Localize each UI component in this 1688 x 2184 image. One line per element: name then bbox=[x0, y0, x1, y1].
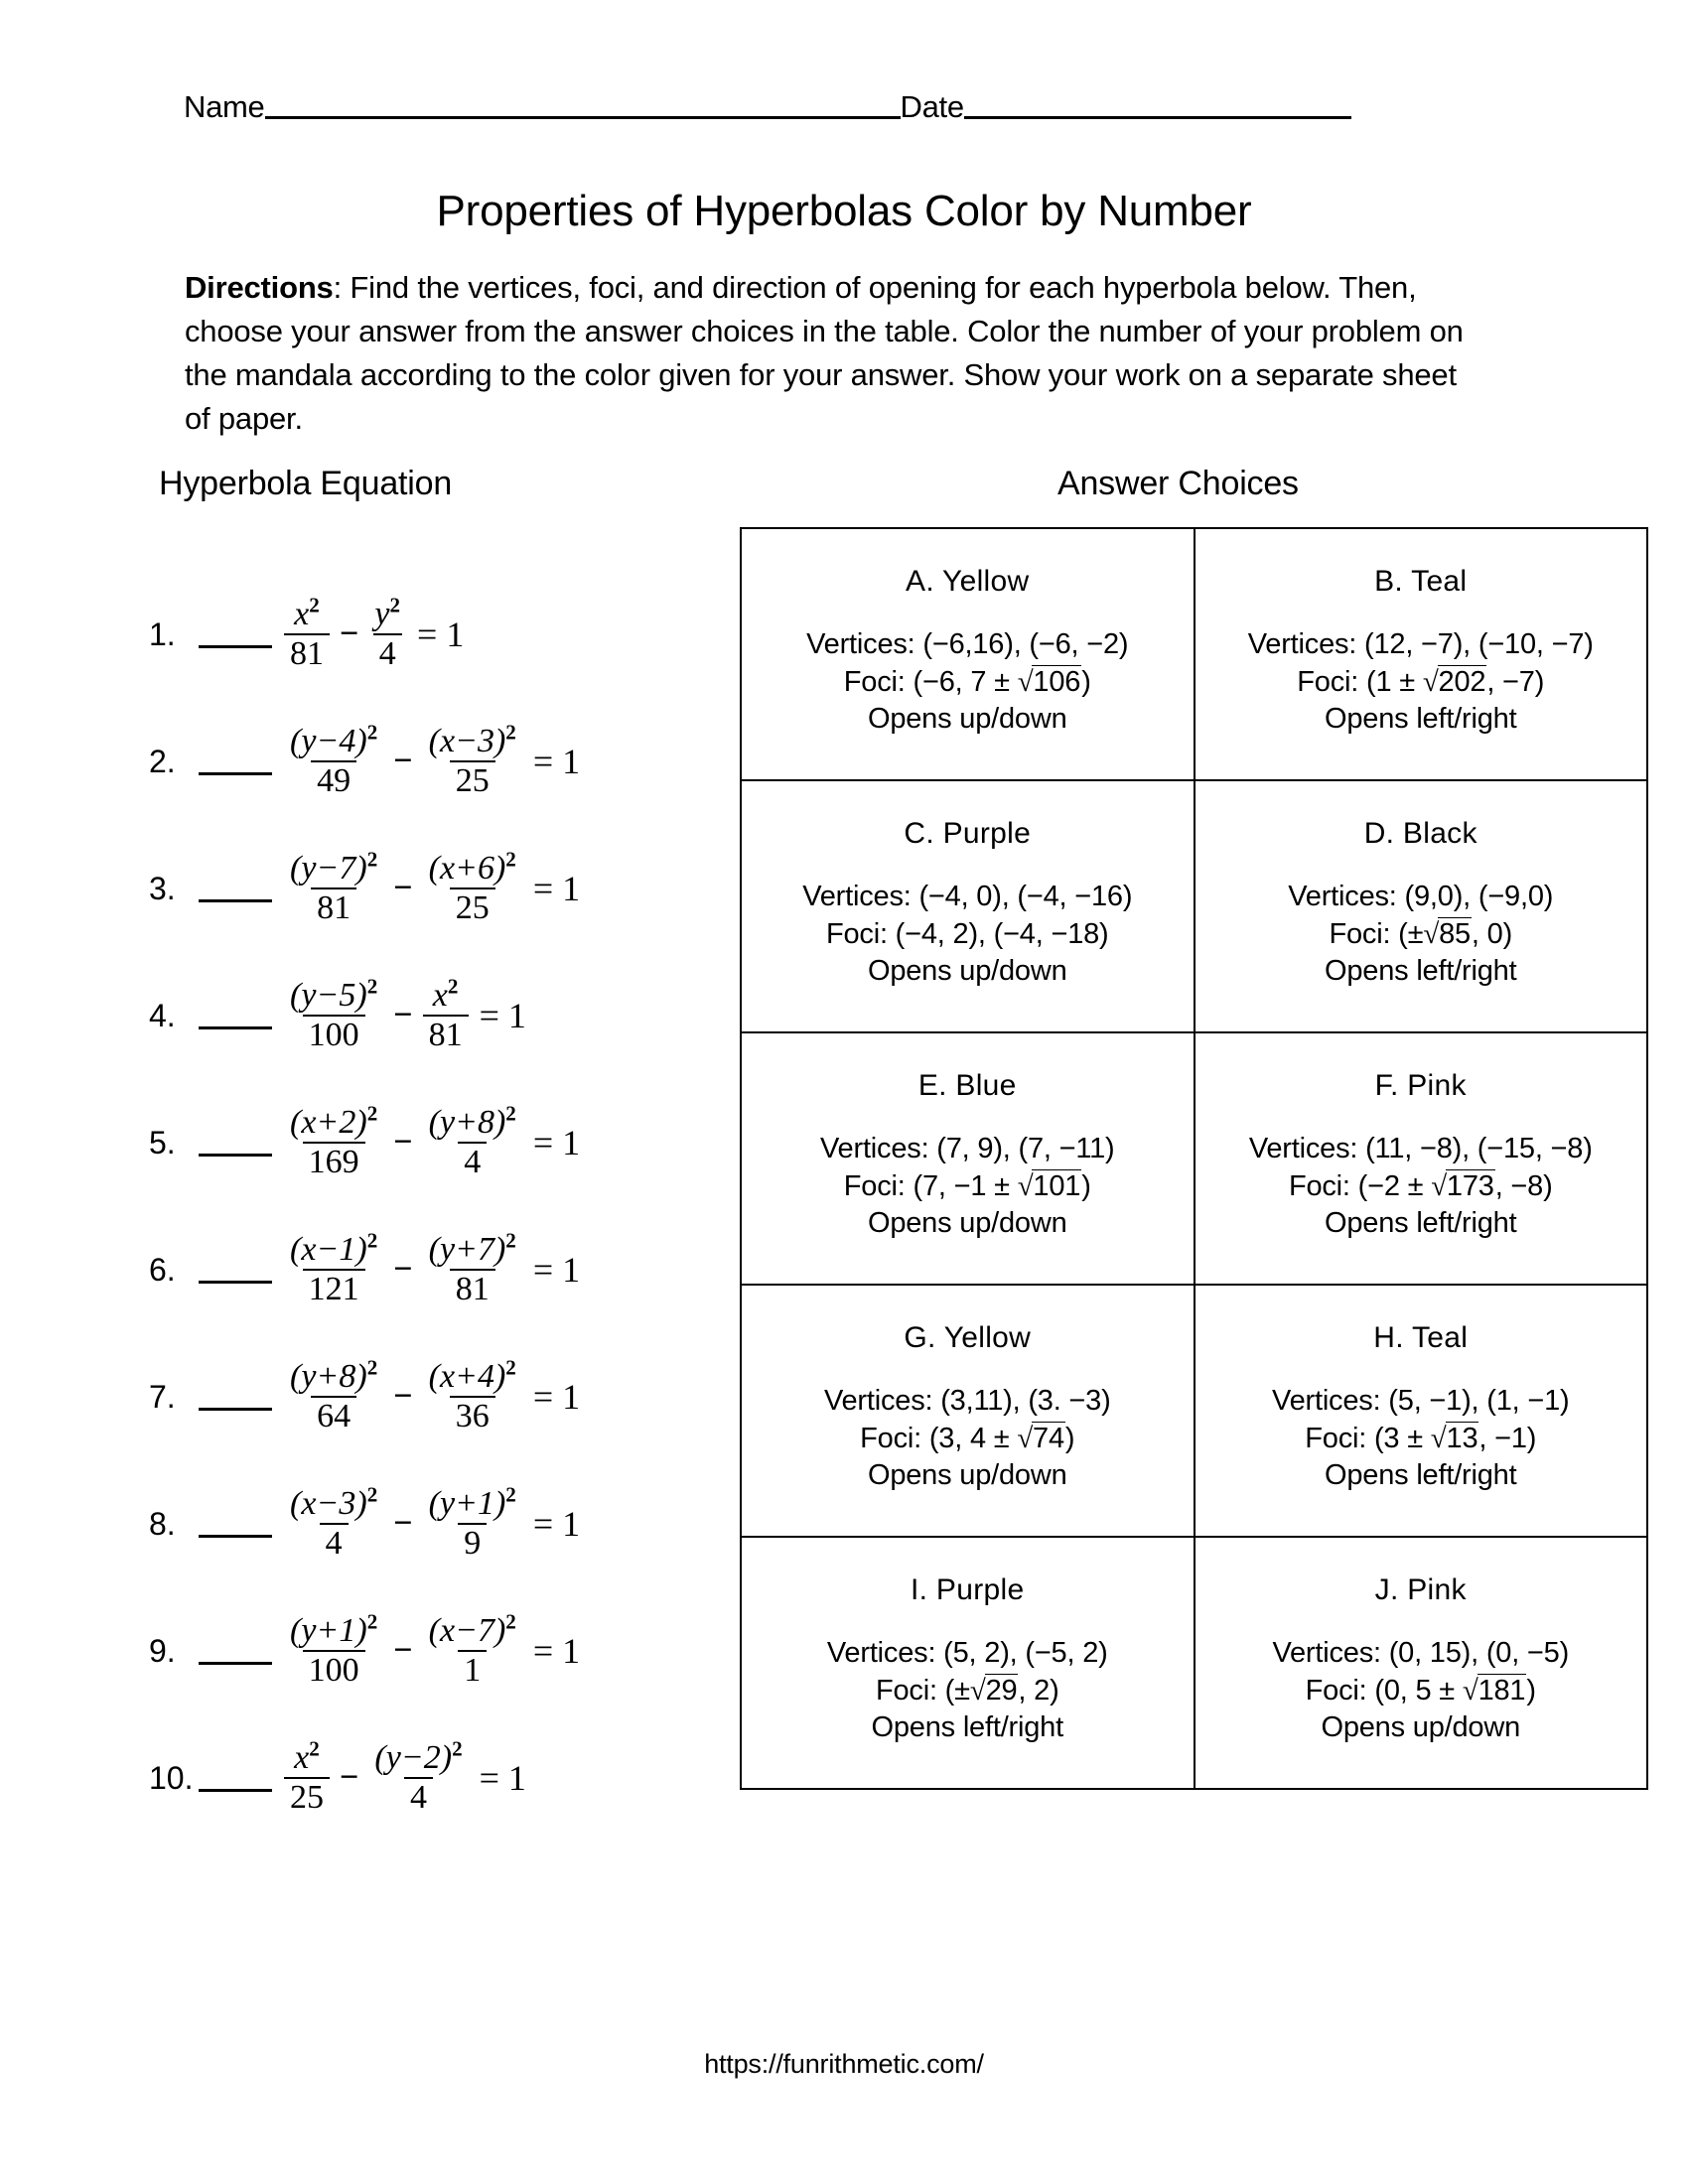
minus-operator: − bbox=[393, 1632, 413, 1669]
fraction-numerator: $(y+1)^2$ bbox=[428, 1482, 516, 1522]
equation-number: 10. bbox=[149, 1760, 194, 1796]
fraction-denominator: 9 bbox=[458, 1523, 487, 1561]
fraction-first-term bbox=[284, 1609, 383, 1689]
equation-number: 8. bbox=[149, 1506, 176, 1542]
fraction-numerator: $(y+8)^2$ bbox=[290, 1355, 378, 1395]
fraction-first-term bbox=[284, 1736, 330, 1816]
fraction-denominator: 100 bbox=[303, 1015, 365, 1052]
answer-choices-row bbox=[741, 780, 1647, 1032]
fraction-second-term bbox=[423, 1355, 522, 1434]
equals-one: = 1 bbox=[479, 996, 526, 1035]
equation-row bbox=[149, 1206, 725, 1333]
fraction-numerator: $x^2$ bbox=[294, 593, 320, 632]
directions-paragraph bbox=[185, 266, 1466, 441]
minus-operator: − bbox=[393, 1251, 413, 1288]
fraction-numerator: $(x+6)^2$ bbox=[428, 847, 516, 887]
hyperbola-equation-heading: Hyperbola Equation bbox=[159, 465, 453, 502]
answer-choices-row bbox=[741, 528, 1647, 780]
fraction-second-term bbox=[423, 1101, 522, 1180]
equation-row bbox=[149, 1460, 725, 1587]
answer-choice-cell[interactable] bbox=[741, 528, 1195, 780]
equation-row bbox=[149, 1714, 725, 1842]
fraction-denominator: 4 bbox=[404, 1777, 433, 1815]
fraction-second-term bbox=[423, 974, 469, 1053]
square-root: √202 bbox=[1422, 665, 1486, 698]
equation-row bbox=[149, 825, 725, 952]
answer-blank-line[interactable] bbox=[199, 1407, 272, 1411]
equation-row bbox=[149, 1333, 725, 1460]
fraction-second-term bbox=[368, 593, 406, 672]
answer-choice-foci: Foci: (3, 4 ± √74) bbox=[742, 1421, 1194, 1458]
fraction-denominator: 4 bbox=[320, 1523, 349, 1561]
fraction-denominator: 100 bbox=[303, 1650, 365, 1688]
answer-choice-foci: Foci: (±√29, 2) bbox=[742, 1673, 1194, 1710]
answer-choices-row bbox=[741, 1032, 1647, 1285]
fraction-second-term bbox=[423, 1228, 522, 1307]
equation-expression bbox=[282, 1482, 581, 1562]
equation-row bbox=[149, 1587, 725, 1714]
minus-operator: − bbox=[393, 743, 413, 779]
answer-blank-line[interactable] bbox=[199, 1661, 272, 1665]
square-root: √181 bbox=[1462, 1674, 1526, 1706]
fraction-numerator: $(y+8)^2$ bbox=[428, 1101, 516, 1141]
answer-blank-line[interactable] bbox=[199, 1153, 272, 1157]
fraction-denominator: 36 bbox=[450, 1396, 495, 1433]
minus-operator: − bbox=[393, 1505, 413, 1542]
answer-blank-line[interactable] bbox=[199, 1280, 272, 1284]
answer-choice-foci: Foci: (±√85, 0) bbox=[1196, 916, 1647, 954]
footer-url: https://funrithmetic.com/ bbox=[704, 2049, 984, 2079]
fraction-numerator: $(y-7)^2$ bbox=[290, 847, 378, 887]
fraction-denominator: 81 bbox=[284, 633, 330, 671]
fraction-numerator: $(y-2)^2$ bbox=[374, 1736, 463, 1776]
answer-choice-foci: Foci: (−6, 7 ± √106) bbox=[742, 664, 1194, 702]
equation-number: 6. bbox=[149, 1252, 176, 1288]
equation-expression bbox=[282, 1609, 581, 1689]
answer-choices-row bbox=[741, 1537, 1647, 1789]
page-title: Properties of Hyperbolas Color by Number bbox=[436, 187, 1252, 235]
equals-one: = 1 bbox=[479, 1758, 526, 1798]
name-date-row bbox=[184, 91, 1445, 122]
answer-choice-cell[interactable] bbox=[1195, 1032, 1648, 1285]
hyperbola-equation-list bbox=[149, 571, 725, 1842]
square-root: √74 bbox=[1017, 1422, 1064, 1454]
equation-number: 9. bbox=[149, 1633, 176, 1669]
answer-choice-opens: Opens up/down bbox=[867, 955, 1067, 988]
answer-choice-vertices: Vertices: (0, 15), (0, −5) bbox=[1272, 1637, 1570, 1669]
fraction-numerator: $(x-7)^2$ bbox=[428, 1609, 516, 1649]
equation-row bbox=[149, 952, 725, 1079]
fraction-first-term bbox=[284, 593, 330, 672]
answer-choice-label: E. Blue bbox=[917, 1069, 1017, 1102]
directions-label: Directions bbox=[185, 270, 334, 305]
answer-choice-label: A. Yellow bbox=[906, 565, 1030, 598]
answer-choice-cell[interactable] bbox=[1195, 1285, 1648, 1537]
equals-one: = 1 bbox=[417, 614, 465, 654]
fraction-numerator: $(x-3)^2$ bbox=[428, 720, 516, 759]
fraction-numerator: $x^2$ bbox=[432, 974, 459, 1014]
equation-expression bbox=[282, 1355, 581, 1434]
answer-choice-foci: Foci: (1 ± √202, −7) bbox=[1196, 664, 1647, 702]
equation-expression bbox=[282, 974, 526, 1053]
square-root: √173 bbox=[1431, 1169, 1494, 1202]
minus-operator: − bbox=[393, 997, 413, 1033]
equals-one: = 1 bbox=[532, 742, 581, 781]
fraction-first-term bbox=[284, 720, 383, 799]
answer-choice-foci: Foci: (3 ± √13, −1) bbox=[1196, 1421, 1647, 1458]
answer-choice-vertices: Vertices: (−4, 0), (−4, −16) bbox=[802, 881, 1133, 912]
equation-number: 1. bbox=[149, 616, 176, 652]
fraction-numerator: $(y+1)^2$ bbox=[290, 1609, 378, 1649]
answer-choice-opens: Opens up/down bbox=[1321, 1711, 1521, 1744]
equation-row bbox=[149, 1079, 725, 1206]
fraction-numerator: $(y-4)^2$ bbox=[290, 720, 378, 759]
fraction-first-term bbox=[284, 1101, 383, 1180]
minus-operator: − bbox=[393, 1378, 413, 1415]
fraction-second-term bbox=[423, 1482, 522, 1562]
answer-choice-foci: Foci: (7, −1 ± √101) bbox=[742, 1168, 1194, 1206]
answer-choice-vertices: Vertices: (3,11), (3. −3) bbox=[823, 1385, 1111, 1417]
answer-blank-line[interactable] bbox=[199, 771, 272, 775]
answer-blank-line[interactable] bbox=[199, 1534, 272, 1538]
fraction-second-term bbox=[423, 847, 522, 926]
date-label: Date bbox=[900, 89, 964, 124]
equals-one: = 1 bbox=[532, 1123, 581, 1162]
answer-choice-opens: Opens up/down bbox=[867, 703, 1067, 736]
answer-blank-line[interactable] bbox=[199, 1788, 272, 1792]
fraction-numerator: $(x-3)^2$ bbox=[290, 1482, 378, 1522]
answer-choice-label: B. Teal bbox=[1374, 565, 1468, 598]
square-root: √29 bbox=[969, 1674, 1018, 1706]
fraction-second-term bbox=[423, 1609, 522, 1689]
answer-choice-opens: Opens left/right bbox=[1325, 955, 1517, 988]
name-label: Name bbox=[184, 89, 265, 124]
fraction-numerator: $(y+7)^2$ bbox=[428, 1228, 516, 1268]
answer-choice-vertices: Vertices: (7, 9), (7, −11) bbox=[820, 1133, 1115, 1164]
answer-choice-cell[interactable] bbox=[1195, 1537, 1648, 1789]
equals-one: = 1 bbox=[532, 869, 581, 908]
fraction-numerator: $y^2$ bbox=[374, 593, 401, 632]
answer-choice-vertices: Vertices: (−6,16), (−6, −2) bbox=[806, 628, 1129, 660]
answer-choice-label: H. Teal bbox=[1373, 1321, 1469, 1354]
fraction-denominator: 25 bbox=[284, 1777, 330, 1815]
minus-operator: − bbox=[393, 870, 413, 906]
answer-choice-cell[interactable] bbox=[741, 1032, 1195, 1285]
answer-choice-cell[interactable] bbox=[741, 780, 1195, 1032]
answer-choice-opens: Opens left/right bbox=[871, 1711, 1063, 1744]
equation-expression bbox=[282, 593, 465, 672]
equals-one: = 1 bbox=[532, 1631, 581, 1671]
equation-expression bbox=[282, 1228, 581, 1307]
fraction-denominator: 169 bbox=[303, 1142, 365, 1179]
minus-operator: − bbox=[340, 615, 359, 652]
equation-number: 5. bbox=[149, 1125, 176, 1160]
equation-number: 7. bbox=[149, 1379, 176, 1415]
equation-expression bbox=[282, 1101, 581, 1180]
answer-choices-heading: Answer Choices bbox=[1057, 465, 1299, 502]
fraction-second-term bbox=[368, 1736, 468, 1816]
equals-one: = 1 bbox=[532, 1377, 581, 1417]
answer-choice-cell[interactable] bbox=[741, 1537, 1195, 1789]
answer-choice-opens: Opens up/down bbox=[867, 1459, 1067, 1492]
fraction-denominator: 81 bbox=[423, 1015, 469, 1052]
directions-text: : Find the vertices, foci, and direction of opening for each hyperbola below. Then, choose your answer from the answer choices in the table. Color the number of your problem on the mandala according to the color given for your answer. Show your work on a separate sheet of paper. bbox=[185, 270, 1464, 437]
equation-number: 2. bbox=[149, 744, 176, 779]
answer-blank-line[interactable] bbox=[199, 898, 272, 902]
fraction-denominator: 49 bbox=[311, 760, 356, 798]
answer-blank-line[interactable] bbox=[199, 1025, 272, 1029]
fraction-first-term bbox=[284, 1228, 383, 1307]
answer-choice-vertices: Vertices: (11, −8), (−15, −8) bbox=[1248, 1133, 1593, 1164]
equation-expression bbox=[282, 720, 581, 799]
equation-expression bbox=[282, 1736, 526, 1816]
fraction-denominator: 4 bbox=[458, 1142, 487, 1179]
date-blank-line[interactable] bbox=[964, 115, 1351, 119]
equation-expression bbox=[282, 847, 581, 926]
answer-choice-cell[interactable] bbox=[1195, 780, 1648, 1032]
square-root: √85 bbox=[1423, 917, 1471, 950]
answer-choice-label: C. Purple bbox=[904, 817, 1032, 850]
fraction-first-term bbox=[284, 974, 383, 1053]
equation-number: 4. bbox=[149, 998, 176, 1033]
fraction-denominator: 121 bbox=[303, 1269, 365, 1306]
fraction-numerator: $(x-1)^2$ bbox=[290, 1228, 378, 1268]
answer-choice-label: F. Pink bbox=[1374, 1069, 1467, 1102]
answer-choice-foci: Foci: (−4, 2), (−4, −18) bbox=[825, 917, 1109, 950]
minus-operator: − bbox=[340, 1759, 359, 1796]
fraction-numerator: $(x+2)^2$ bbox=[290, 1101, 378, 1141]
answer-choice-opens: Opens left/right bbox=[1325, 1459, 1517, 1492]
answer-choice-opens: Opens left/right bbox=[1325, 703, 1517, 736]
fraction-numerator: $(x+4)^2$ bbox=[428, 1355, 516, 1395]
fraction-denominator: 1 bbox=[458, 1650, 487, 1688]
answer-choice-opens: Opens up/down bbox=[867, 1207, 1067, 1240]
answer-blank-line[interactable] bbox=[199, 644, 272, 648]
answer-choice-cell[interactable] bbox=[1195, 528, 1648, 780]
answer-choice-vertices: Vertices: (12, −7), (−10, −7) bbox=[1247, 628, 1594, 660]
answer-choice-vertices: Vertices: (5, 2), (−5, 2) bbox=[826, 1637, 1108, 1669]
fraction-numerator: $(y-5)^2$ bbox=[290, 974, 378, 1014]
fraction-denominator: 64 bbox=[311, 1396, 356, 1433]
square-root: √101 bbox=[1017, 1169, 1081, 1202]
fraction-denominator: 81 bbox=[311, 887, 356, 925]
answer-choice-foci: Foci: (0, 5 ± √181) bbox=[1196, 1673, 1647, 1710]
answer-choice-label: I. Purple bbox=[911, 1573, 1025, 1606]
minus-operator: − bbox=[393, 1124, 413, 1160]
answer-choice-opens: Opens left/right bbox=[1325, 1207, 1517, 1240]
answer-choice-vertices: Vertices: (5, −1), (1, −1) bbox=[1272, 1385, 1570, 1417]
square-root: √106 bbox=[1017, 665, 1081, 698]
fraction-numerator: $x^2$ bbox=[294, 1736, 320, 1776]
fraction-denominator: 4 bbox=[373, 633, 402, 671]
equation-row bbox=[149, 571, 725, 698]
fraction-first-term bbox=[284, 1482, 383, 1562]
equals-one: = 1 bbox=[532, 1504, 581, 1544]
answer-choice-vertices: Vertices: (9,0), (−9,0) bbox=[1288, 881, 1554, 912]
answer-choice-cell[interactable] bbox=[741, 1285, 1195, 1537]
answer-choice-foci: Foci: (−2 ± √173, −8) bbox=[1196, 1168, 1647, 1206]
fraction-denominator: 25 bbox=[450, 760, 495, 798]
fraction-denominator: 81 bbox=[450, 1269, 495, 1306]
answer-choice-label: J. Pink bbox=[1374, 1573, 1467, 1606]
fraction-denominator: 25 bbox=[450, 887, 495, 925]
name-blank-line[interactable] bbox=[265, 115, 901, 119]
square-root: √13 bbox=[1430, 1422, 1478, 1454]
equation-row bbox=[149, 698, 725, 825]
answer-choice-label: G. Yellow bbox=[904, 1321, 1032, 1354]
fraction-first-term bbox=[284, 1355, 383, 1434]
answer-choices-table bbox=[740, 527, 1648, 1790]
equation-number: 3. bbox=[149, 871, 176, 906]
fraction-first-term bbox=[284, 847, 383, 926]
equals-one: = 1 bbox=[532, 1250, 581, 1290]
fraction-second-term bbox=[423, 720, 522, 799]
answer-choices-row bbox=[741, 1285, 1647, 1537]
answer-choice-label: D. Black bbox=[1363, 817, 1477, 850]
